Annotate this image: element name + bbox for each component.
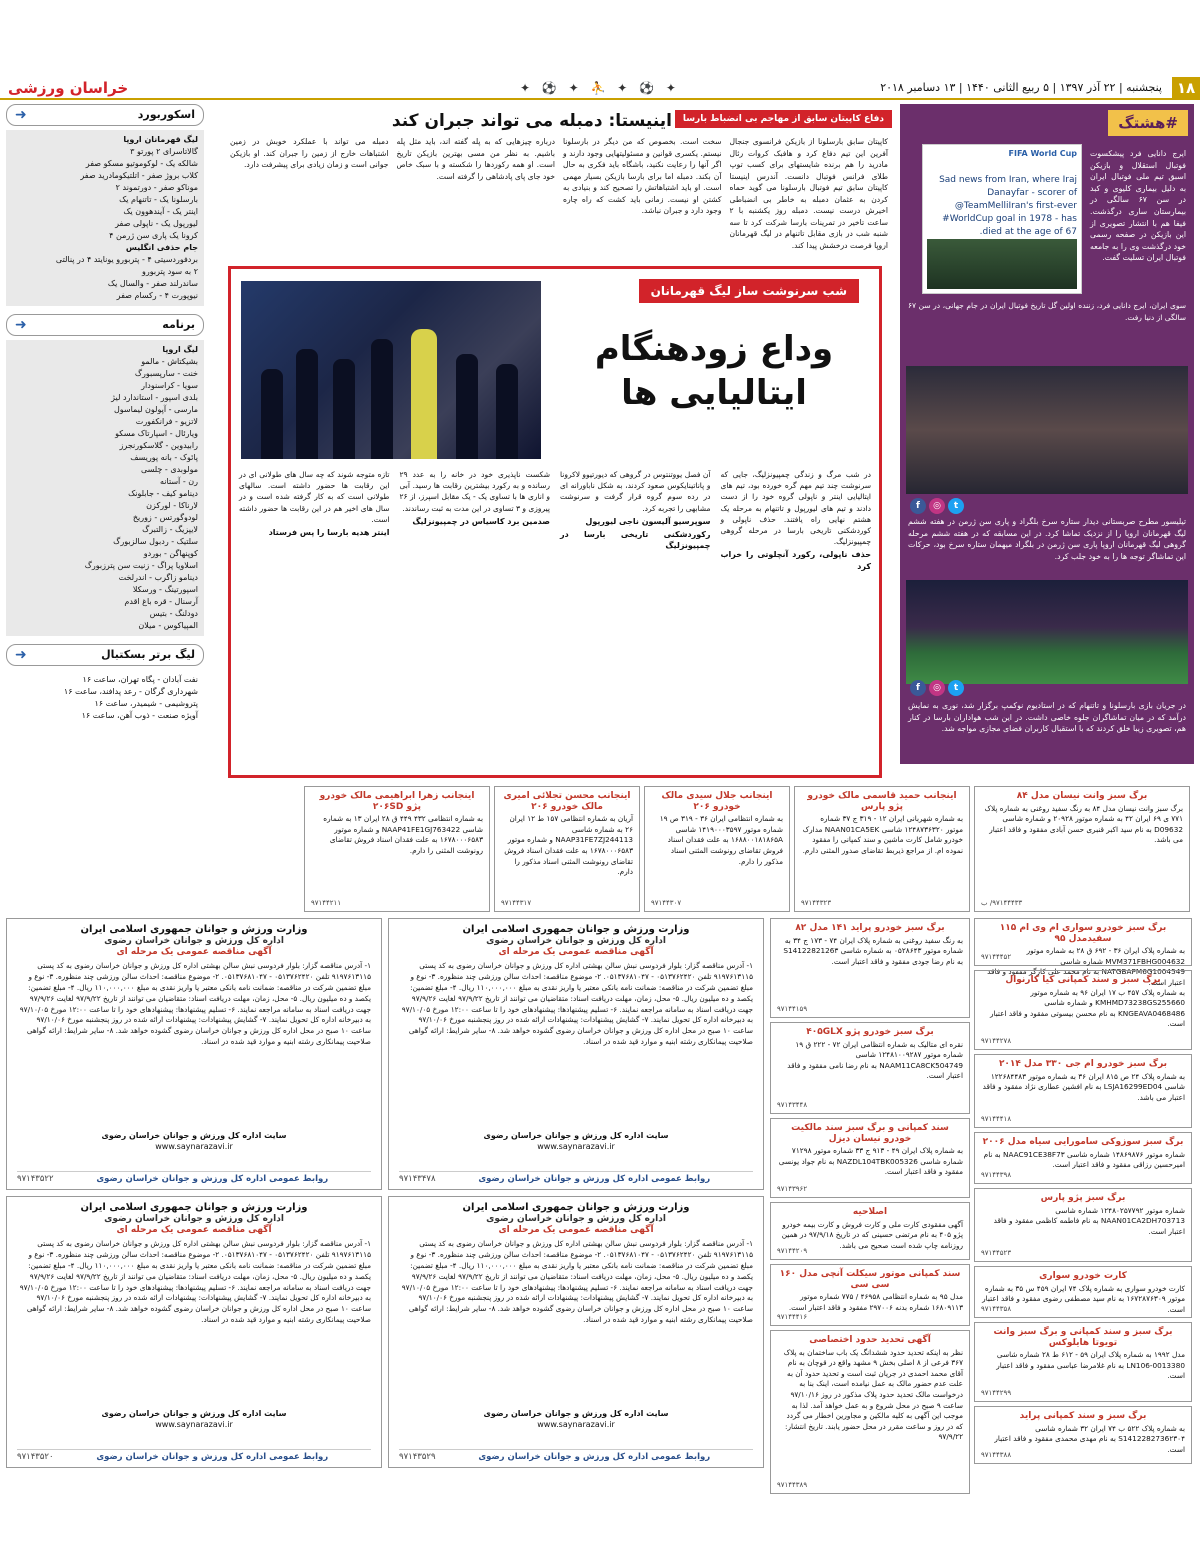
feature-col: شکست ناپذیری خود در خانه را به عدد ۲۹ رسانده و به رکورد بیشترین رقابت ها رسید. آبی و اناری ها با تساوی یک - یک مقابل اسپرز، از ۲۶ پیروزی و ۳ تساوی در این مدت به ثبت رساندند. صدمین برد کاسیاس در چمپیونزلیگ bbox=[399, 470, 550, 526]
list-item: رابیدوین - گلاسکورنجرز bbox=[119, 441, 198, 450]
scoreboard-title: اسکوربورد bbox=[137, 107, 195, 121]
hashtag-title: #هشتگ bbox=[1108, 110, 1188, 136]
ad-body: مدل ۹۵ به شماره انتظامی ۴۶۹۵۸ / ۷۷۵ شماره موتور ۱۶۸۰۹۱۱۳ شماره بدنه ۲۹۷۰۰۶ مفقود و فاقد اعتبار است. bbox=[788, 1292, 963, 1312]
ad-body: به شماره پلاک ۵۲۲ ب ۷۴ ایران ۳۲ شماره شاسی S1412282736۲۳۰۴ به نام مهدی محمدی مفقود و فاقد اعتبار است. bbox=[994, 1423, 1185, 1454]
feature-subhead: سوپرسیو آلیسون ناجی لیورپول bbox=[585, 516, 711, 526]
ad-title: اینجانب زهرا ابراهیمی مالک خودرو پژو ۲۰۶SD bbox=[319, 791, 475, 812]
list-item: بردفوردسیتی ۴ - پتربورو یونایتد ۴ در پنالتی bbox=[55, 255, 198, 264]
program-list bbox=[6, 340, 204, 636]
ad-body: به شماره پلاک ایران ۳۶ - ۶۹۲ ق ۲۸ به شماره موتور MVM371FBHG004632 شماره شاسی NATGBAPM6G1004549 به نام محمد علی کارگر مفقود و فاقد اعتبار است. bbox=[987, 946, 1185, 987]
list-item: لیورپول یک - ناپولی صفر bbox=[115, 219, 198, 228]
tender-office: اداره کل ورزش و جوانان خراسان رضوی bbox=[104, 1213, 284, 1224]
tender-site-link[interactable]: www.saynarazavi.ir bbox=[537, 1142, 615, 1152]
top-story-kicker: دفاع کاپیتان سابق از مهاجم بی انضباط بارسا bbox=[675, 110, 892, 128]
tender-note: سایت اداره کل ورزش و جوانان خراسان رضوی bbox=[101, 1409, 287, 1419]
tender-title: آگهی مناقصه عمومی یک مرحله ای bbox=[498, 1224, 654, 1235]
tender-footer: روابط عمومی اداره کل ورزش و جوانان خراسان رضوی ۹۷۱۴۳۵۲۲ bbox=[17, 1171, 371, 1185]
tweet-body: Sad news from Iran, where Iraj Danayfar - scorer of @TeamMelliIran's first-ever #WorldCup goal in 1978 - has died at the age of 67. bbox=[939, 174, 1077, 237]
hashtag-text: در جریان بازی بارسلونا و تاتنهام که در استادیوم نوکمپ برگزار شد، نوری به نمایش درآمد که در میان تماشاگران جلوه خاصی داشت. در این شب هواداران بارسا در کنار هم، تصویری زیبا خلق کردند که با استقبال کاربران فضای مجازی مواجه شد. bbox=[908, 701, 1186, 734]
sport-icons-strip: ✦ ⚽ ✦ ⛹ ✦ ⚽ ✦ bbox=[520, 81, 680, 95]
feature-article bbox=[228, 266, 882, 778]
facebook-icon[interactable]: f bbox=[910, 498, 926, 514]
ad-body: شماره موتور ۱۲۴۸۰۲۵۷۷۹۲ شماره شاسی NAAN01CA2DH703713 به نام فاطمه کاظمی مفقود و فاقد اعتبار است. bbox=[993, 1205, 1185, 1236]
feature-headline[interactable]: وداع زودهنگام ایتالیایی ها bbox=[594, 329, 834, 413]
instagram-icon[interactable]: ◎ bbox=[929, 680, 945, 696]
ad-body: کارت خودرو سواری به شماره پلاک ۷۴ ایران ۴۵۹ س ۳۵ به شماره موتور ۱۶۷۲۸۷۶۳۰۹ به نام سید مصطفی رضوی مفقود و فاقد اعتبار است. bbox=[982, 1283, 1185, 1314]
list-item: شالکه یک - لوکوموتیو مسکو صفر bbox=[85, 159, 198, 168]
ad-title: برگ سبز و سند کمپانی کیا کارنوال bbox=[1005, 975, 1161, 985]
ad-body: به شماره انتظامی ایران ۳۶ - ۳۱۹ ص ۱۹ شماره موتور ۱۴۱۹۰۰۰۳۵۹۷ شاسی ۱۶۸۸۰۰۱۸۱۸۶۵A به علت فقدان اسناد فروش تقاضای رونوشت المثنی اسناد مذکور را دارم. bbox=[659, 814, 783, 866]
tender-note: سایت اداره کل ورزش و جوانان خراسان رضوی bbox=[483, 1131, 669, 1141]
tender-notice bbox=[388, 918, 764, 1190]
feature-tag: شب سرنوشت ساز لیگ قهرمانان bbox=[639, 279, 859, 303]
list-item: مارسی - آپولون لیماسول bbox=[113, 405, 198, 414]
tender-office: اداره کل ورزش و جوانان خراسان رضوی bbox=[104, 935, 284, 946]
tender-title: آگهی مناقصه عمومی یک مرحله ای bbox=[116, 946, 272, 957]
tweet-header: FIFA World Cup bbox=[1008, 149, 1077, 158]
classified-ad bbox=[974, 970, 1192, 1050]
ad-body: به شماره انتظامی ۴۳۲ ۴۴۹ ق ۲۸ ایران ۱۳ به شماره شاسی NAAP41FE1GJ763422 و شماره موتور ۱۶۷۸۰۰۰۶۵۸۳ به علت فقدان اسناد فروش تقاضای رونوشت المثنی را دارم. bbox=[323, 814, 483, 855]
ad-body: به شماره پلاک ۲۴ ص ۸۱۵ ایران ۳۶ به شماره موتور ۱۲۲۶۸۴۴۸۳ شاسی LSJA16299ED04 به نام افشین عطاری نژاد مفقود و فاقد اعتبار می باشد. bbox=[982, 1071, 1185, 1102]
ad-code: ۹۷۱۴۴۳۸۸ bbox=[981, 1451, 1012, 1460]
tender-body: ۱- آدرس مناقصه گزار: بلوار فردوسی نبش سالن بهشتی اداره کل ورزش و جوانان خراسان رضوی به کد پستی ۹۱۹۷۶۱۳۱۱۵ تلفن ۰۵۱۳۷۶۲۴۲۰ - ۰۵۱۳۷۶۸۱۰۴۷. ۲- موضوع مناقصه: احداث سالن ورزشی چند منظوره. ۳- نوع و مبلغ تضمین شرکت در مناقصه: ضمانت نامه بانکی معتبر یا واریز نقدی به مبلغ ۱۱۰,۰۰۰,۰۰۰ ریال. ۴- مبلغ تضمین: یکصد و ده میلیون ریال. ۵- محل، زمان، مهلت دریافت اسناد: متقاضیان می توانند از تاریخ ۹۷/۹/۲۲ لغایت ۹۷/۹/۲۶ جهت دریافت اسناد به سامانه مراجعه نمایند. ۶- تسلیم پیشنهادها: پیشنهادهای خود را تا ساعت ۱۲:۰۰ مورخ ۹۷/۱۰/۰۵ به دبیرخانه اداره کل تحویل نمایند. ۷- گشایش پیشنهادات: پیشنهادات ارائه شده در روز پنجشنبه مورخ ۹۷/۱۰/۰۶ ساعت ۱۰ صبح در محل اداره کل ورزش و جوانان خراسان رضوی گشوده خواهد شد. ۸- سایر شرایط: ارائه گواهی صلاحیت پیمانکاری رشته ابنیه و موارد قید شده در اسناد. bbox=[401, 961, 753, 1046]
ad-code: ۹۷۱۴۴۳۵۸ bbox=[981, 1305, 1012, 1314]
basketball-title: لیگ برتر بسکتبال bbox=[101, 647, 195, 661]
program-title: برنامه bbox=[162, 317, 195, 331]
classified-ad bbox=[304, 786, 490, 912]
ad-title: اصلاحیه bbox=[852, 1207, 888, 1217]
tender-body: ۱- آدرس مناقصه گزار: بلوار فردوسی نبش سالن بهشتی اداره کل ورزش و جوانان خراسان رضوی به کد پستی ۹۱۹۷۶۱۳۱۱۵ تلفن ۰۵۱۳۷۶۲۴۲۰ - ۰۵۱۳۷۶۸۱۰۴۷. ۲- موضوع مناقصه: احداث سالن ورزشی چند منظوره. ۳- نوع و مبلغ تضمین شرکت در مناقصه: ضمانت نامه بانکی معتبر یا واریز نقدی به مبلغ ۱۱۰,۰۰۰,۰۰۰ ریال. ۴- مبلغ تضمین: یکصد و ده میلیون ریال. ۵- محل، زمان، مهلت دریافت اسناد: متقاضیان می توانند از تاریخ ۹۷/۹/۲۲ لغایت ۹۷/۹/۲۶ جهت دریافت اسناد به سامانه مراجعه نمایند. ۶- تسلیم پیشنهادها: پیشنهادهای خود را تا ساعت ۱۲:۰۰ مورخ ۹۷/۱۰/۰۵ به دبیرخانه اداره کل تحویل نمایند. ۷- گشایش پیشنهادات: پیشنهادات ارائه شده در روز پنجشنبه مورخ ۹۷/۱۰/۰۶ ساعت ۱۰ صبح در محل اداره کل ورزش و جوانان خراسان رضوی گشوده خواهد شد. ۸- سایر شرایط: ارائه گواهی صلاحیت پیمانکاری رشته ابنیه و موارد قید شده در اسناد. bbox=[19, 1239, 371, 1324]
ad-code: ۹۷۱۴۴۲۱۱ bbox=[311, 899, 342, 908]
ad-body: مدل ۱۹۹۲ به شماره پلاک ایران ۵۹ - ۶۱۲ ط ۲۸ شماره شاسی LN106-0013380 به نام غلامرضا عباسی مفقود و فاقد اعتبار است. bbox=[996, 1350, 1185, 1381]
ad-code: ۹۷۱۴۳۹۶۲ bbox=[777, 1185, 808, 1194]
ad-code: ۹۷۱۴۴۴۱۸ bbox=[981, 1115, 1012, 1124]
list-item: دودلنگ - بتیس bbox=[149, 609, 198, 618]
ad-body: به شماره پلاک ایران ۴۹ - ۹۱۳ ج ۳۳ شماره موتور ۷۱۲۹۸ شماره شاسی NAZDL104TBK005326 به نام جواد یونسی مفقود و فاقد اعتبار است. bbox=[778, 1146, 963, 1177]
list-item: آرسنال - قره باغ اقدم bbox=[124, 597, 198, 606]
ad-code: ۹۷۱۴۴۴۳۳/ ب bbox=[981, 899, 1023, 908]
classified-ad bbox=[974, 1188, 1192, 1262]
classified-ad bbox=[974, 1406, 1192, 1464]
classified-ad bbox=[974, 1132, 1192, 1184]
list-item: دینامو زاگرب - اندرلخت bbox=[118, 573, 198, 582]
arrow-icon: ➜ bbox=[15, 316, 27, 333]
ad-body: به رنگ سفید روغنی به شماره پلاک ایران ۷۴ - ۱۷۳ ج ۳۴ به شماره موتور ۰۵۲۸۶۴۳ به شماره شاسی S1412282126۳ به نام رضا جودی مفقود و فاقد اعتبار است. bbox=[783, 935, 963, 966]
twitter-icon[interactable]: t bbox=[948, 498, 964, 514]
list-item: پتروشیمی - شیمیدر، ساعت ۱۶ bbox=[94, 699, 198, 708]
top-story-headline[interactable]: اینیستا: دمبله می تواند جبران کند bbox=[391, 111, 672, 131]
ad-code: ۹۷۱۴۳۵۲۲ bbox=[17, 1174, 54, 1185]
feature-col: در شب مرگ و زندگی چمپیونزلیگ، جایی که سرنوشت چند تیم مهم گره خورده بود، تیم های ایتالیایی اینتر و ناپولی گروه خود را از دست دادند و تیم های لیورپول و تاتنهام به مرحله یک هشتم نهایی راه یافتند. حذف ناپولی و کوردشکنی تاریخی بارسا در مرحله گروهی چمپیونزلیگ. حذف ناپولی، رکورد آنچلوتی را خراب کرد bbox=[720, 470, 871, 571]
list-section-title: لیگ قهرمانان اروپا bbox=[123, 135, 198, 144]
facebook-icon[interactable]: f bbox=[910, 680, 926, 696]
basketball-header bbox=[6, 644, 204, 666]
arrow-icon: ➜ bbox=[15, 106, 27, 123]
list-item: سلتیک - ردبول سالزبورگ bbox=[113, 537, 198, 546]
list-item: کوپنهاگن - بوردو bbox=[143, 549, 198, 558]
issue-date: پنجشنبه | ۲۲ آذر ۱۳۹۷ | ۵ ربیع الثانی ۱۴۴۰ | ۱۳ دسامبر ۲۰۱۸ bbox=[880, 80, 1162, 94]
page-number: ۱۸ bbox=[1172, 77, 1200, 99]
list-section-title: جام حذفی انگلیس bbox=[125, 243, 198, 252]
tender-ministry: وزارت ورزش و جوانان جمهوری اسلامی ایران bbox=[462, 924, 690, 935]
ad-code: ۹۷۱۴۴۳۸۹ bbox=[777, 1481, 808, 1490]
list-item: خنت - سارپسبورگ bbox=[134, 369, 198, 378]
tender-footer: روابط عمومی اداره کل ورزش و جوانان خراسان رضوی ۹۷۱۴۳۵۲۹ bbox=[399, 1449, 753, 1463]
list-item: المپیاکوس - میلان bbox=[138, 621, 198, 630]
ad-title: سند کمپانی و برگ سبز سند مالکیت خودرو نیسان دیزل bbox=[791, 1123, 949, 1144]
ad-body: به شماره شهربانی ایران ۱۲ - ۳۱۹ ج ۳۷ شماره موتور ۱۲۴۸۷۳۶۳۲۰ شاسی NAAN01CA5EK مدارک خودرو شامل کارت ماشین و سند کمپانی را مفقود نموده ام. از مراجع ذیربط تقاضای صدور المثنی دارم. bbox=[802, 814, 963, 855]
tender-note: سایت اداره کل ورزش و جوانان خراسان رضوی bbox=[101, 1131, 287, 1141]
ad-title: آگهی تحدید حدود اختصاصی bbox=[809, 1335, 931, 1345]
ad-title: اینجانب حمید قاسمی مالک خودرو پژو پارس bbox=[807, 791, 957, 812]
list-item: لارناکا - لورکزن bbox=[146, 501, 198, 510]
hashtag-panel bbox=[900, 104, 1194, 764]
tender-site-link[interactable]: www.saynarazavi.ir bbox=[155, 1142, 233, 1152]
list-item: آویژه صنعت - ذوب آهن، ساعت ۱۶ bbox=[81, 711, 198, 720]
ad-code: ۹۷۱۴۴۲۹۹ bbox=[981, 1389, 1012, 1398]
ad-code: ۹۷۱۴۴۱۵۹ bbox=[777, 1005, 808, 1014]
list-item: اسپورتینگ - ورسکلا bbox=[132, 585, 198, 594]
instagram-icon[interactable]: ◎ bbox=[929, 498, 945, 514]
list-item: سویا - کراسنودار bbox=[141, 381, 198, 390]
tender-footer: روابط عمومی اداره کل ورزش و جوانان خراسان رضوی ۹۷۱۴۳۵۲۰ bbox=[17, 1449, 371, 1463]
ad-code: ۹۷۱۴۴۳۲۳ bbox=[801, 899, 832, 908]
ad-code: ۹۷۱۴۴۳۱۷ bbox=[501, 899, 532, 908]
list-item: بارسلونا یک - تاتنهام یک bbox=[119, 195, 198, 204]
hashtag-text: ایرج دانایی فرد پیشکسوت فوتبال استقلال و بازیکن اسبق تیم ملی فوتبال ایران به دلیل بیماری کلیوی و کبد در سن ۶۷ سالگی در بیمارستان ساری درگذشت. فیفا هم با انتشار تصویری از این بازیکن در صفحه رسمی خود درگذشت وی را به جامعه فوتبال ایران تسلیت گفت. bbox=[1090, 149, 1186, 263]
tender-site-link[interactable]: www.saynarazavi.ir bbox=[155, 1420, 233, 1430]
tender-site-link[interactable]: www.saynarazavi.ir bbox=[537, 1420, 615, 1430]
ad-code: ۹۷۱۴۳۵۲۹ bbox=[399, 1452, 436, 1463]
classified-ad bbox=[770, 1330, 970, 1494]
top-story-col: کاپیتان سابق بارسلونا از بازیکن فرانسوی جنجال آفرین این تیم دفاع کرد و هافبک کروات رئال مادرید را هم برنده شایستهای برای کسب توپ طلای فرانس فوتبال دانست. آندرس اینیستا کاپیتان سابق تیم فوتبال بارسلونا می گوید حماه کردن به عثمان دمبله به خاطر بی انضباطی اخیرش درست نیست. دمبله روز یکشنبه با ۲ ساعت تاخیر در تمرینات بارسا شرکت کرد تا سه شنبه شب در بازی مقابل تاتنهام در لیگ قهرمانان اروپا فرصت درخشش پیدا کند. bbox=[729, 137, 888, 250]
tender-ministry: وزارت ورزش و جوانان جمهوری اسلامی ایران bbox=[462, 1202, 690, 1213]
scoreboard-list bbox=[6, 130, 204, 306]
page-header bbox=[0, 78, 1200, 100]
ad-code: ۹۷۱۴۴۲۰۹ bbox=[777, 1247, 808, 1256]
ad-code: ۹۷۱۴۴۳۹۸ bbox=[981, 1171, 1012, 1180]
list-item: پائوک - بانه پوریسف bbox=[130, 453, 198, 462]
list-item: شهرداری گرگان - رعد پدافند، ساعت ۱۶ bbox=[63, 687, 198, 696]
list-item: لایپزیگ - زالتبرگ bbox=[142, 525, 198, 534]
list-item: دینامو کیف - جابلونک bbox=[128, 489, 198, 498]
ad-title: برگ سبز خودرو ام جی ۳۳۰ مدل ۲۰۱۴ bbox=[998, 1059, 1168, 1069]
feature-subhead: صدمین برد کاسیاس در چمپیونزلیگ bbox=[412, 516, 550, 526]
fifa-tweet[interactable] bbox=[922, 144, 1082, 294]
arrow-icon: ➜ bbox=[15, 646, 27, 663]
ad-body: برگ سبز وانت نیسان مدل ۸۴ به رنگ سفید روغنی به شماره پلاک ۷۷۱ ی ۶۹ ایران ۴۲ به شماره موتور ۲۰۹۲۸ و شماره شاسی D09632 به نام سید اکبر قنبری حسن آبادی مفقود و فاقد اعتبار می باشد. bbox=[984, 803, 1183, 845]
list-item: مولوبدی - چلسی bbox=[140, 465, 198, 474]
ad-code: ۹۷۱۴۴۴۵۲ bbox=[981, 953, 1012, 962]
ad-title: برگ سبز و سند کمپانی و برگ سبز وانت تویوتا هایلوکس bbox=[993, 1327, 1173, 1348]
list-item: نیوپورت ۴ - رکسام صفر bbox=[116, 291, 198, 300]
tender-ministry: وزارت ورزش و جوانان جمهوری اسلامی ایران bbox=[80, 1202, 308, 1213]
feature-col: آن فصل یووتنتوس در گروهی که دیورتیوو لاکرونا و پاناتینایکوس صعود کردند، به شکل ناباورانه ای در رده سوم گروه قرار گرفت و سرنوشت مشابهی را تجربه کرد. سوپرسیو آلیسون ناجی لیورپول رکوردشکنی تاریخی بارسا در چمپیونزلیگ bbox=[560, 470, 711, 551]
ad-body: شماره موتور ۱۴۸۶۹۸۷۶ شماره شاسی NAAC91CE38F7۳ به نام امیرحسین رزاقی مفقود و فاقد اعتبار است. bbox=[983, 1149, 1185, 1170]
twitter-icon[interactable]: t bbox=[948, 680, 964, 696]
tender-footer: روابط عمومی اداره کل ورزش و جوانان خراسان رضوی ۹۷۱۴۳۴۷۸ bbox=[399, 1171, 753, 1185]
scoreboard-header bbox=[6, 104, 204, 126]
classified-ad bbox=[974, 1322, 1192, 1402]
hashtag-text: تیلیسور مطرح صربستانی دیدار ستاره سرخ بلگراد و پاری سن ژرمن در هفته ششم لیگ قهرمانان اروپا را از نزدیک تماشا کرد. در این مسابقه که در هفته ششم مرحله گروهی لیگ قهرمانان اروپا پاری سن ژرمن در بلگراد میهمان ستاره سرخ بود، حرکات این تماشاگر توجه ها را به خود جلب کرد. bbox=[908, 517, 1186, 561]
classified-ad bbox=[770, 1264, 970, 1326]
list-item: لودوگورتس - زوریخ bbox=[132, 513, 198, 522]
ad-title: سند کمپانی موتور سیکلت آنچی مدل ۱۶۰ سی سی bbox=[779, 1269, 961, 1290]
ad-title: برگ سبز خودرو سواری ام وی ام ۱۱۵ سفیدمدل ۹۵ bbox=[999, 923, 1167, 944]
tender-title: آگهی مناقصه عمومی یک مرحله ای bbox=[498, 946, 654, 957]
program-header bbox=[6, 314, 204, 336]
newspaper-logo: خراسان ورزشی bbox=[8, 79, 129, 97]
list-item: ویارئال - اسپارتاک مسکو bbox=[115, 429, 198, 438]
ad-code: ۹۷۱۴۳۴۷۸ bbox=[399, 1174, 436, 1185]
list-item: ساندرلند صفر - والسال یک bbox=[107, 279, 198, 288]
ad-code: ۹۷۱۴۴۵۲۳ bbox=[981, 1249, 1012, 1258]
ad-title: کارت خودرو سواری bbox=[1039, 1271, 1127, 1281]
tender-note: سایت اداره کل ورزش و جوانان خراسان رضوی bbox=[483, 1409, 669, 1419]
classified-ad bbox=[644, 786, 790, 912]
feature-col: تازه متوجه شوند که چه سال های طولانی ای در این رقابت ها حضور داشته است. سالهای طولانی است که به کار گرفته شده است و در سال های اخیر هم در این رقابت ها حضور داشته است. اینتر هدیه بارسا را پس فرستاد bbox=[239, 470, 390, 538]
ad-title: برگ سبز پژو پارس bbox=[1040, 1193, 1126, 1203]
social-icons bbox=[910, 498, 964, 514]
tender-notice bbox=[6, 918, 382, 1190]
tender-notice bbox=[388, 1196, 764, 1468]
list-item: ۲ به سود پتربورو bbox=[142, 267, 198, 276]
classified-ad bbox=[794, 786, 970, 912]
tweet-photo bbox=[927, 239, 1077, 289]
tender-notice bbox=[6, 1196, 382, 1468]
ad-title: برگ سبز وانت نیسان مدل ۸۴ bbox=[1016, 791, 1148, 801]
social-icons bbox=[910, 680, 964, 696]
classified-ad bbox=[770, 918, 970, 1018]
list-item: اسلاویا پراگ - زنیت سن پترزبورگ bbox=[84, 561, 198, 570]
feature-subhead: حذف ناپولی، رکورد آنچلوتی را خراب کرد bbox=[720, 550, 871, 571]
classified-ad bbox=[770, 1022, 970, 1114]
ad-title: برگ سبز خودرو پژو ۴۰۵GLX bbox=[806, 1027, 934, 1037]
list-item: بشیکتاش - مالمو bbox=[141, 357, 198, 366]
basketball-list bbox=[6, 670, 204, 726]
feature-subhead: رکوردشکنی تاریخی بارسا در چمپیونزلیگ bbox=[560, 530, 711, 551]
tender-ministry: وزارت ورزش و جوانان جمهوری اسلامی ایران bbox=[80, 924, 308, 935]
list-item: رن - آستانه bbox=[159, 477, 198, 486]
stadium-photo bbox=[906, 580, 1188, 684]
tender-office: اداره کل ورزش و جوانان خراسان رضوی bbox=[486, 1213, 666, 1224]
top-story-col: سخت است. بخصوص که من دیگر در بارسلونا نیستم. یکسری قوانین و مسئولیتهایی وجود دارند و اگر آنها را رعایت نکنید، باشگاه باید فکری به حال آن بکند. دمبله اما برای بارسا بازیکن بسیار مهمی است. او باید اشتباهاتش را تصحیح کند و بنیادی به کشتن او نیست. زمانی باید کشت که راه چاره وجود دارد و جبران نباشد. bbox=[563, 137, 722, 215]
list-item: بلدی اسپور - استاندارد لیژ bbox=[111, 393, 198, 402]
ad-code: ۹۷۱۴۴۲۷۸ bbox=[981, 1037, 1012, 1046]
ad-body: آریان به شماره انتظامی ۱۵۷ ط ۱۲ ایران ۲۶ به شماره شاسی NAAP31FE7ZJ244113 و شماره موتور ۱۶۷۸۰۰۰۶۵۸۳ به علت فقدان اسناد فروش تقاضای رونوشت المثنی اسناد مذکور را دارم. bbox=[504, 814, 633, 877]
list-item: موناکو صفر - دورتموند ۲ bbox=[115, 183, 198, 192]
classified-ad bbox=[974, 786, 1190, 912]
top-story-col: درباره چیزهایی که به پله گفته اند، باید مثل پله باشیم. به نظر من مسی بهترین بازیکن تاریخ است. او همه رکوردها را شکسته و با سبک خاص خود جای پای پادشاهی را گرفته است. bbox=[396, 137, 555, 181]
list-item: اینتر یک - آیندهوون یک bbox=[123, 207, 198, 216]
classified-ad bbox=[974, 1054, 1192, 1128]
classified-ad bbox=[494, 786, 640, 912]
list-item: کرونا یک پاری سن ژرمن ۴ bbox=[109, 231, 198, 240]
ad-title: اینجانب محسن تجلائی امیری مالک خودرو ۲۰۶ bbox=[503, 791, 631, 812]
list-section-title: لیگ اروپا bbox=[162, 345, 198, 354]
ad-title: برگ سبز خودرو پراید ۱۴۱ مدل ۸۲ bbox=[795, 923, 945, 933]
inter-players-photo bbox=[241, 281, 541, 459]
fans-photo bbox=[906, 366, 1188, 494]
feature-subhead: اینتر هدیه بارسا را پس فرستاد bbox=[268, 528, 390, 538]
tender-office: اداره کل ورزش و جوانان خراسان رضوی bbox=[486, 935, 666, 946]
ad-code: ۹۷۱۴۴۳۰۷ bbox=[651, 899, 682, 908]
tender-body: ۱- آدرس مناقصه گزار: بلوار فردوسی نبش سالن بهشتی اداره کل ورزش و جوانان خراسان رضوی به کد پستی ۹۱۹۷۶۱۳۱۱۵ تلفن ۰۵۱۳۷۶۲۴۲۰ - ۰۵۱۳۷۶۸۱۰۴۷. ۲- موضوع مناقصه: احداث سالن ورزشی چند منظوره. ۳- نوع و مبلغ تضمین شرکت در مناقصه: ضمانت نامه بانکی معتبر یا واریز نقدی به مبلغ ۱۱۰,۰۰۰,۰۰۰ ریال. ۴- مبلغ تضمین: یکصد و ده میلیون ریال. ۵- محل، زمان، مهلت دریافت اسناد: متقاضیان می توانند از تاریخ ۹۷/۹/۲۲ لغایت ۹۷/۹/۲۶ جهت دریافت اسناد به سامانه مراجعه نمایند. ۶- تسلیم پیشنهادها: پیشنهادهای خود را تا ساعت ۱۲:۰۰ مورخ ۹۷/۱۰/۰۵ به دبیرخانه اداره کل تحویل نمایند. ۷- گشایش پیشنهادات: پیشنهادات ارائه شده در روز پنجشنبه مورخ ۹۷/۱۰/۰۶ ساعت ۱۰ صبح در محل اداره کل ورزش و جوانان خراسان رضوی گشوده خواهد شد. ۸- سایر شرایط: ارائه گواهی صلاحیت پیمانکاری رشته ابنیه و موارد قید شده در اسناد. bbox=[19, 961, 371, 1046]
top-story-col: دمبله می تواند با عملکرد خوبش در زمین اشتباهات خارج از زمین را جبران کند. او بازیکن جوانی است و زمان زیادی برای پیشرفت دارد. bbox=[230, 137, 389, 169]
classified-ad bbox=[974, 1266, 1192, 1318]
ad-title: اینجانب جلال سیدی مالک خودرو ۲۰۶ bbox=[661, 791, 773, 812]
sidebar bbox=[6, 104, 204, 734]
hashtag-caption: سوی ایران، ایرج دانایی فرد، زننده اولین گل تاریخ فوتبال ایران در جام جهانی، در سن ۶۷ سالگی از دنیا رفت. bbox=[908, 301, 1186, 322]
top-story bbox=[224, 104, 892, 256]
classified-ads bbox=[6, 784, 1194, 1554]
ad-code: ۹۷۱۴۳۵۲۰ bbox=[17, 1452, 54, 1463]
classified-ad bbox=[770, 1202, 970, 1260]
ad-body: آگهی مفقودی کارت ملی و کارت فروش و کارت بیمه خودرو پژو ۴۰۵ به نام مرتضی حسینی که در تاریخ ۹۷/۹/۱۸ در همین روزنامه چاپ شده است صحیح می باشد. bbox=[781, 1219, 963, 1250]
list-item: کلاب بروژ صفر - اتلتیکومادرید صفر bbox=[80, 171, 198, 180]
ad-body: به شماره پلاک ۴۵۷ ب ۱۷ ایران ۹۶ به شماره موتور KMHMD73238GS255660 و شماره شاسی KNGEAVA0468486 به نام محسن بیسوتی مفقود و فاقد اعتبار است. bbox=[989, 987, 1185, 1029]
list-item: گالاتاسرای ۲ پورتو ۳ bbox=[130, 147, 198, 156]
tender-title: آگهی مناقصه عمومی یک مرحله ای bbox=[116, 1224, 272, 1235]
tender-body: ۱- آدرس مناقصه گزار: بلوار فردوسی نبش سالن بهشتی اداره کل ورزش و جوانان خراسان رضوی به کد پستی ۹۱۹۷۶۱۳۱۱۵ تلفن ۰۵۱۳۷۶۲۴۲۰ - ۰۵۱۳۷۶۸۱۰۴۷. ۲- موضوع مناقصه: احداث سالن ورزشی چند منظوره. ۳- نوع و مبلغ تضمین شرکت در مناقصه: ضمانت نامه بانکی معتبر یا واریز نقدی به مبلغ ۱۱۰,۰۰۰,۰۰۰ ریال. ۴- مبلغ تضمین: یکصد و ده میلیون ریال. ۵- محل، زمان، مهلت دریافت اسناد: متقاضیان می توانند از تاریخ ۹۷/۹/۲۲ لغایت ۹۷/۹/۲۶ جهت دریافت اسناد به سامانه مراجعه نمایند. ۶- تسلیم پیشنهادها: پیشنهادهای خود را تا ساعت ۱۲:۰۰ مورخ ۹۷/۱۰/۰۵ به دبیرخانه اداره کل تحویل نمایند. ۷- گشایش پیشنهادات: پیشنهادات ارائه شده در روز پنجشنبه مورخ ۹۷/۱۰/۰۶ ساعت ۱۰ صبح در محل اداره کل ورزش و جوانان خراسان رضوی گشوده خواهد شد. ۸- سایر شرایط: ارائه گواهی صلاحیت پیمانکاری رشته ابنیه و موارد قید شده در اسناد. bbox=[401, 1239, 753, 1324]
list-item: لاتزیو - فرانکفورت bbox=[135, 417, 198, 426]
classified-ad bbox=[770, 1118, 970, 1198]
ad-code: ۹۷۱۴۳۴۴۸ bbox=[777, 1101, 808, 1110]
ad-body: نظر به اینکه تحدید حدود ششدانگ یک باب ساختمان به پلاک ۳۶۷ فرعی از ۸ اصلی بخش ۹ مشهد واقع در قوچان به نام آقای محمد احمدی در جریان ثبت است و تحدید حدود آن به علت عدم حضور مالک به عمل نیامده است، اینک بنا به درخواست مالک تحدید حدود پلاک مذکور در روز ۹۷/۱۰/۱۶ ساعت ۹ صبح در محل شروع و به عمل خواهد آمد. لذا به موجب این آگهی به کلیه مالکین و مجاورین اخطار می گردد که در روز و ساعت مقرر در محل حضور یابند. تاریخ انتشار: ۹۷/۹/۲۲ bbox=[783, 1347, 963, 1442]
list-item: نفت آبادان - پگاه تهران، ساعت ۱۶ bbox=[82, 675, 198, 684]
ad-code: ۹۷۱۴۴۴۱۶ bbox=[777, 1313, 808, 1322]
ad-title: برگ سبز و سند کمپانی پراید bbox=[1019, 1411, 1147, 1421]
ad-title: برگ سبز سوزوکی سامورایی سیاه مدل ۲۰۰۶ bbox=[982, 1137, 1184, 1147]
ad-body: نقره ای متالیک به شماره انتظامی ایران ۷۲ - ۲۲۲ ق ۱۹ شماره موتور ۱۲۴۸۱۰۰۹۲۸۷ شاسی NAAM11CA8CK504749 به نام رضا نامی مفقود و فاقد اعتبار است. bbox=[787, 1039, 963, 1081]
